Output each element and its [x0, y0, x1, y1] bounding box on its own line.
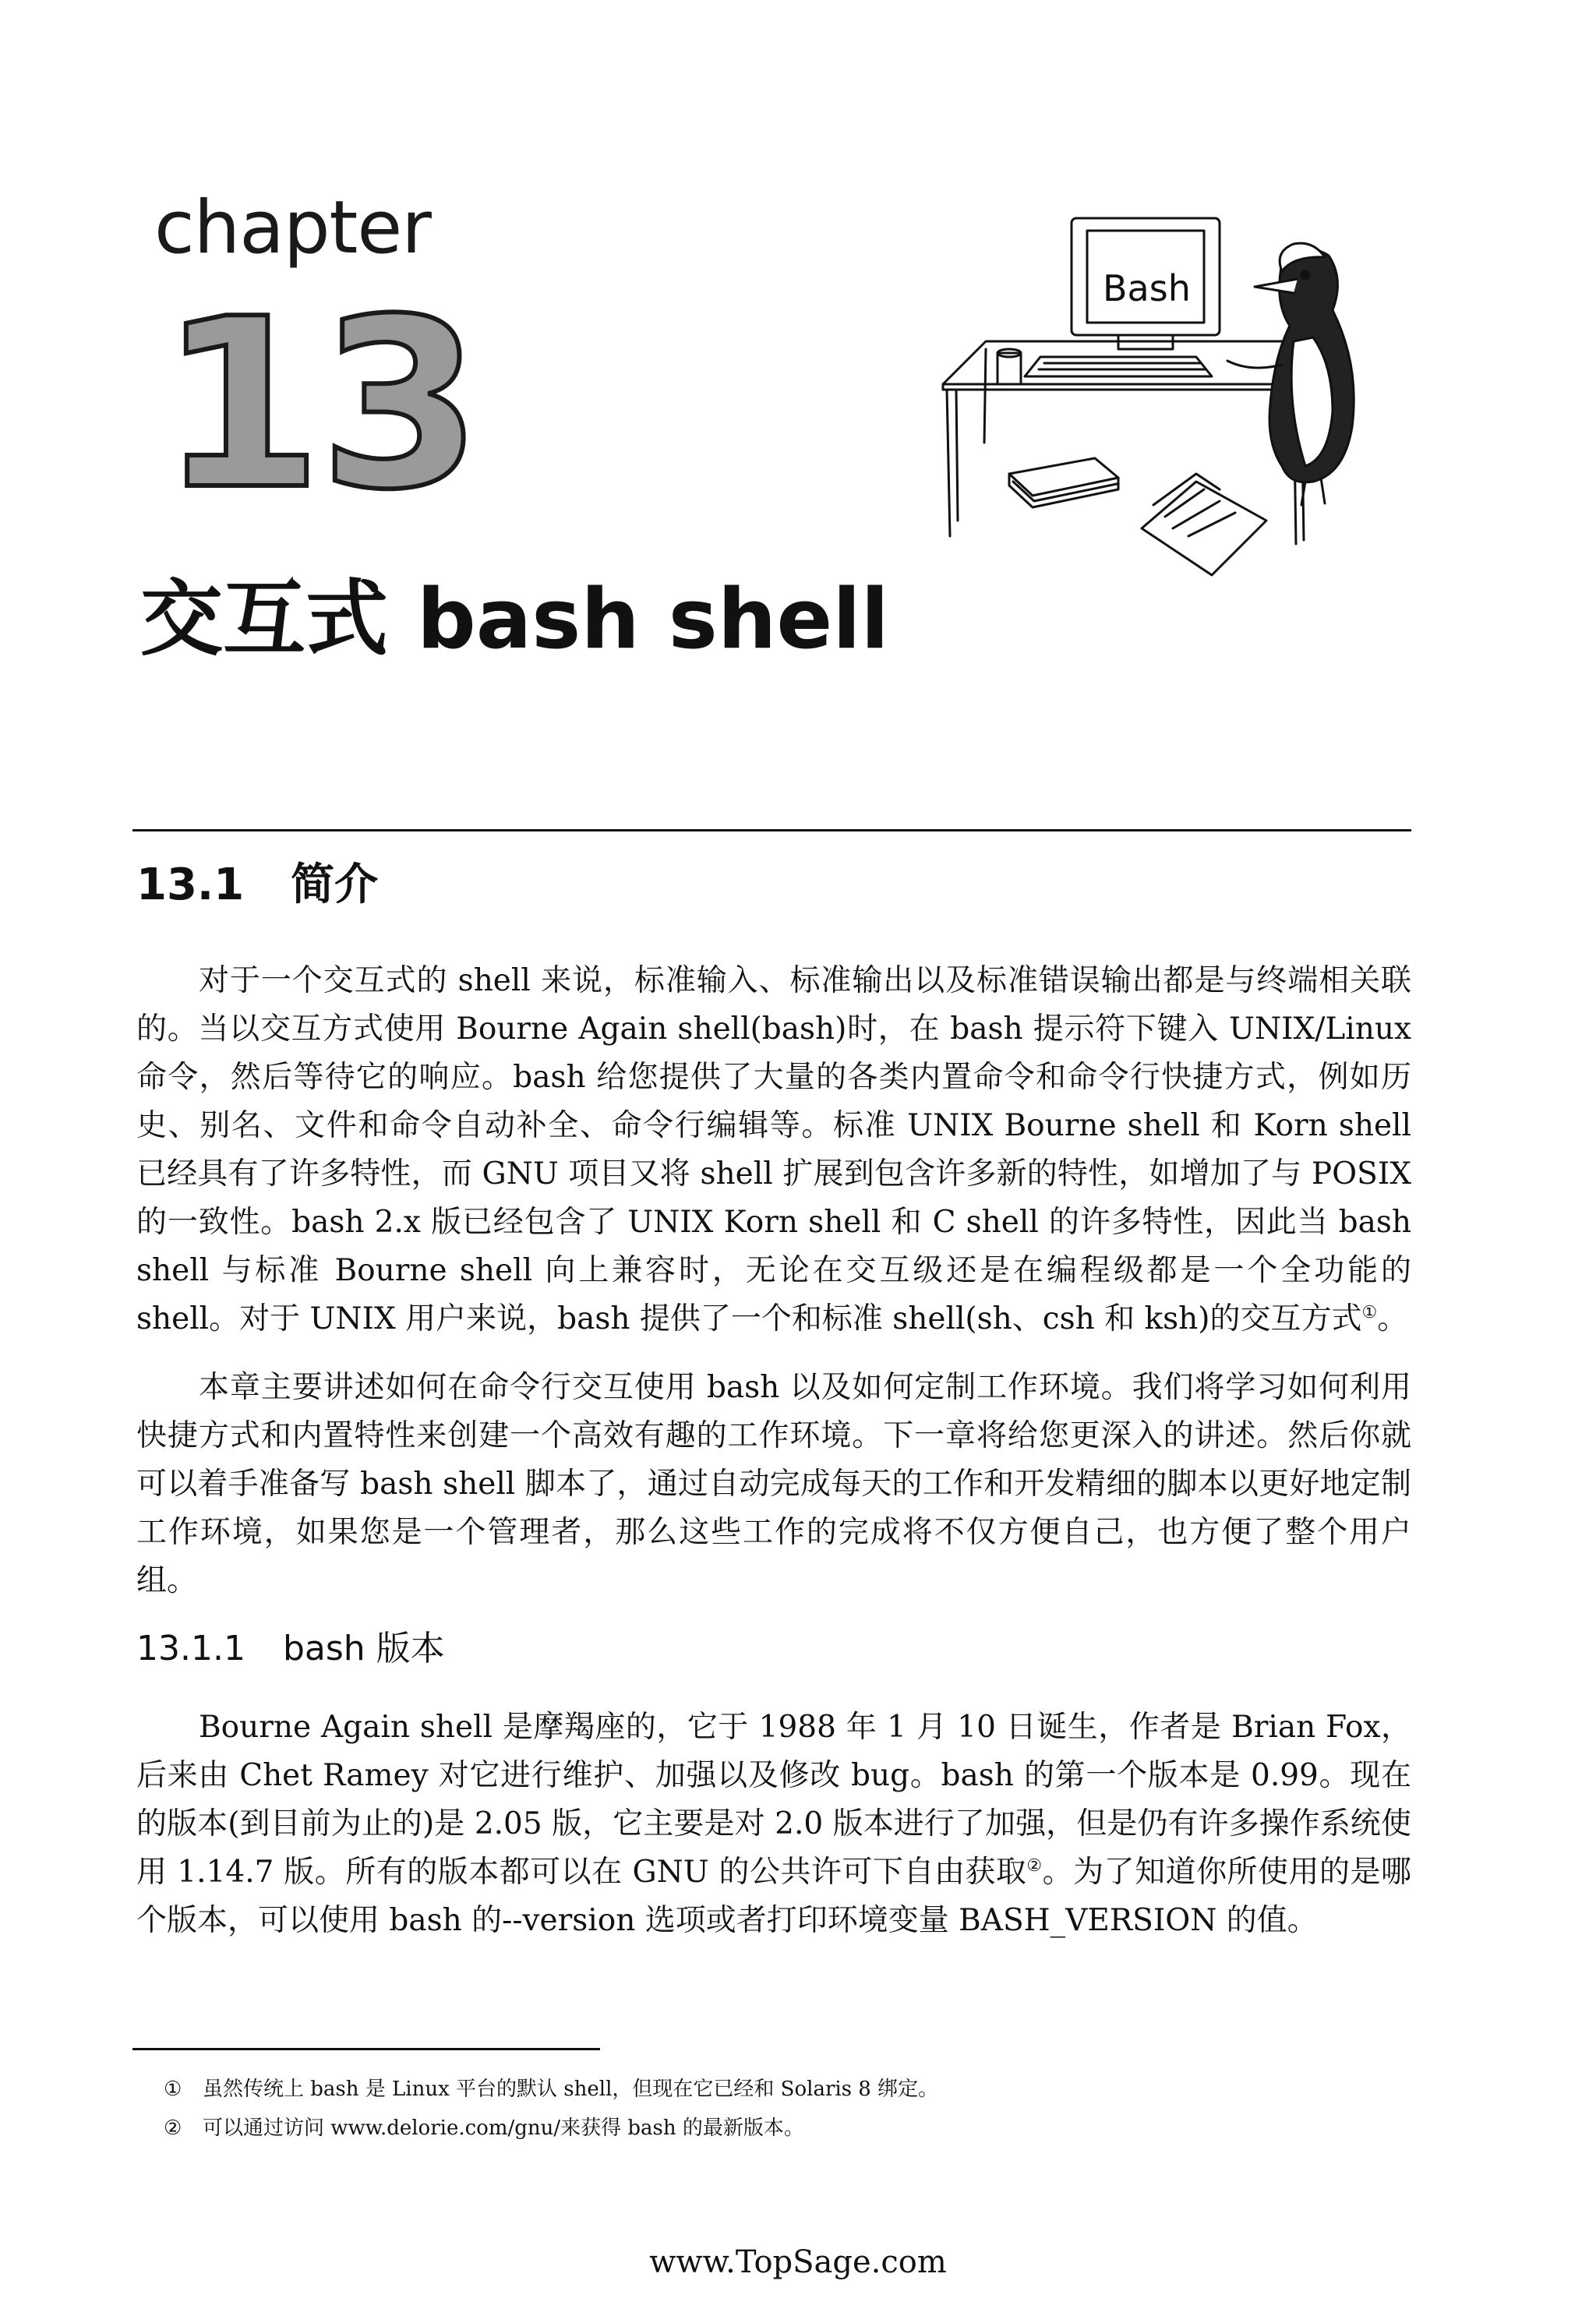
section-divider: [132, 829, 1411, 831]
keyboard: [1025, 357, 1212, 376]
screen-label: Bash: [1103, 267, 1191, 309]
footnote-divider: [132, 2048, 600, 2050]
footnote-1: [164, 2078, 939, 2101]
chapter-illustration: [939, 209, 1446, 598]
section-number: 13.1: [136, 860, 245, 910]
subsection-title: bash 版本: [282, 1629, 445, 1668]
section-heading: [136, 860, 379, 910]
subsection-number: 13.1.1: [136, 1629, 245, 1668]
footnote-ref-2: ②: [1026, 1856, 1043, 1876]
chapter-number: 13: [160, 269, 479, 541]
section-title: 简介: [291, 860, 379, 910]
paragraph-text: 对于一个交互式的 shell 来说，标准输入、标准输出以及标准错误输出都是与终端相关联的。当以交互方式使用 Bourne Again shell(bash)时，在 bash 提示符下键入 UNIX/Linux 命令，然后等待它的响应。bash 给您提供了大量的各类内置命令和命令行快捷方式，例如历史、别名、文件和命令自动补全、命令行编辑等。标准 UNIX Bourne shell 和 Korn shell 已经具有了许多特性，而 GNU 项目又将 shell 扩展到包含许多新的特性，如增加了与 POSIX 的一致性。bash 2.x 版已经包含了 UNIX Korn shell 和 C shell 的许多特性，因此当 bash shell 与标准 Bourne shell 向上兼容时，无论在交互级还是在编程级都是一个全功能的 shell。对于 UNIX 用户来说，bash 提供了一个和标准 shell(sh、csh 和 ksh)的交互方式: [136, 963, 1411, 1336]
footnote-text: 虽然传统上 bash 是 Linux 平台的默认 shell，但现在它已经和 Solaris 8 绑定。: [203, 2078, 939, 2101]
version-paragraph: [136, 1703, 1411, 1945]
footer-url: www.TopSage.com: [649, 2244, 947, 2280]
footnote-marker: ②: [164, 2117, 182, 2140]
paragraph-text-end: 。: [1377, 1301, 1408, 1336]
footnote-ref-1: ①: [1361, 1303, 1378, 1322]
paragraph-text: Bourne Again shell 是摩羯座的，它于 1988 年 1 月 10 日诞生，作者是 Brian Fox，后来由 Chet Ramey 对它进行维护、加强以及修改 bug。bash 的第一个版本是 0.99。现在的版本(到目前为止的)是 2.05 版，它主要是对 2.0 版本进行了加强，但是仍有许多操作系统使用 1.14.7 版。所有的版本都可以在 GNU 的公共许可下自由获取: [136, 1710, 1411, 1890]
subsection-heading: [136, 1629, 445, 1668]
paragraph-text-end: 。为了知道你所使用的是哪个版本，可以使用 bash 的--version 选项或者打印环境变量 BASH_VERSION 的值。: [136, 1855, 1411, 1938]
footnote-text: 可以通过访问 www.delorie.com/gnu/来获得 bash 的最新版本。: [203, 2117, 804, 2140]
books: [1009, 458, 1118, 496]
intro-paragraph-2: 本章主要讲述如何在命令行交互使用 bash 以及如何定制工作环境。我们将学习如何利用快捷方式和内置特性来创建一个高效有趣的工作环境。下一章将给您更深入的讲述。然后你就可以着手准备写 bash shell 脚本了，通过自动完成每天的工作和开发精细的脚本以更好地定制工作环境，如果您是一个管理者，那么这些工作的完成将不仅方便自己，也方便了整个用户组。: [136, 1370, 1411, 1598]
footnote-marker: ①: [164, 2078, 182, 2101]
chapter-label: chapter: [154, 185, 431, 270]
footnote-2: [164, 2117, 804, 2140]
intro-paragraph-1: [136, 957, 1411, 1343]
chapter-title: 交互式 bash shell: [140, 571, 889, 667]
